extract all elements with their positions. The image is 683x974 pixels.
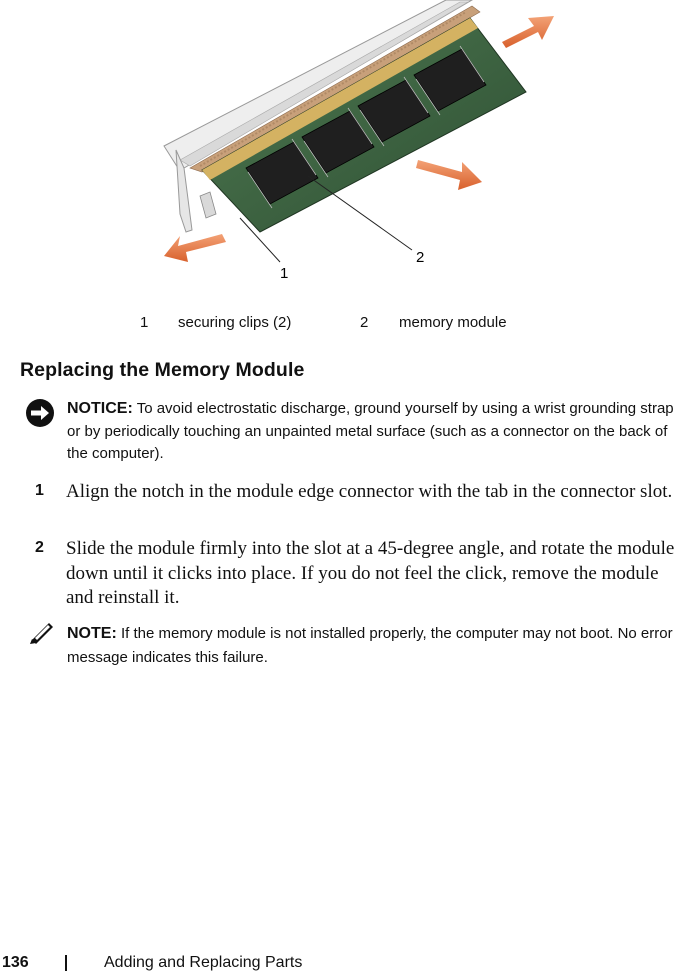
notice-icon: [25, 398, 55, 428]
note-text: If the memory module is not installed properly, the computer may not boot. No error message indicates this failure.: [67, 625, 673, 666]
legend-label-2: memory module: [399, 314, 507, 331]
memory-module-illustration: [150, 0, 580, 290]
legend-label-1: securing clips (2): [178, 314, 292, 331]
step-number: 2: [35, 539, 44, 556]
footer-divider: [65, 955, 67, 971]
arrow-up-right-icon: [502, 16, 554, 48]
footer-section-title: Adding and Replacing Parts: [104, 954, 303, 971]
figure-legend: [0, 314, 683, 334]
notice-label: NOTICE:: [67, 400, 133, 417]
note-pencil-icon: [29, 620, 55, 644]
legend-number-2: 2: [360, 314, 369, 331]
page-footer: [0, 954, 683, 974]
legend-number-1: 1: [140, 314, 149, 331]
securing-clip: [200, 192, 216, 218]
arrow-right-icon: [416, 160, 482, 190]
notice-block: [67, 398, 682, 466]
notice-text: To avoid electrostatic discharge, ground yourself by using a wrist grounding strap or by periodically touching an unpainted metal surface (such as a connector on the back of the computer).: [67, 400, 674, 462]
arrow-left-icon: [164, 234, 226, 262]
callout-1: 1: [280, 265, 289, 282]
step-text: Align the notch in the module edge connector with the tab in the connector slot.: [66, 481, 673, 502]
page-number: 136: [2, 954, 29, 971]
step-number: 1: [35, 482, 44, 499]
section-title: Replacing the Memory Module: [20, 359, 305, 381]
note-label: NOTE:: [67, 625, 117, 642]
callout-line-2: [308, 176, 412, 250]
step-text: Slide the module firmly into the slot at a 45-degree angle, and rotate the module down until it clicks into place. If you do not feel the click, remove the module and reinstall it.: [66, 538, 675, 608]
callout-2: 2: [416, 249, 425, 266]
note-block: [67, 622, 682, 670]
